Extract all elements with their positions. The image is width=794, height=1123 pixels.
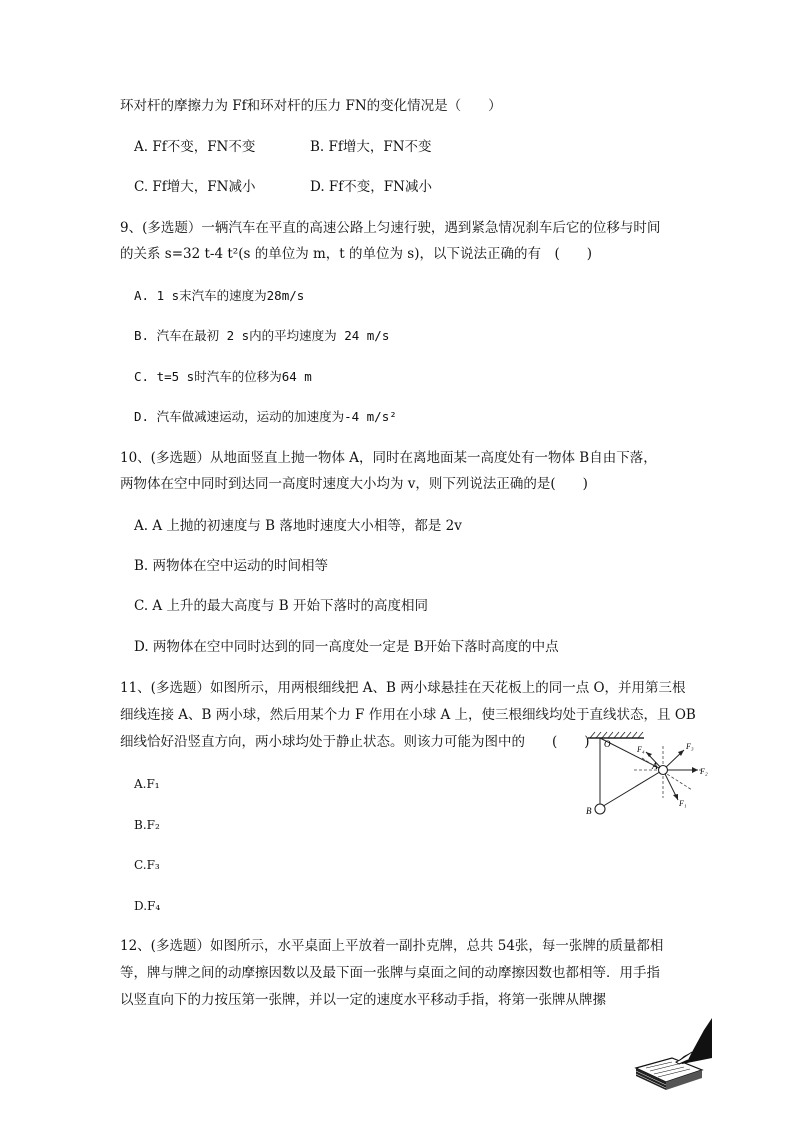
q11-force-diagram <box>582 728 712 820</box>
label-O: O <box>604 739 611 749</box>
q9-option-b: B. 汽车在最初 2 s内的平均速度为 24 m/s <box>134 328 390 343</box>
q9-stem-line1: 9、(多选题）一辆汽车在平直的高速公路上匀速行驶，遇到紧急情况刹车后它的位移与时间 <box>120 220 661 236</box>
q10-option-c: C. A 上升的最大高度与 B 开始下落时的高度相同 <box>134 598 428 614</box>
q9-option-a: A. 1 s末汽车的速度为28m/s <box>134 288 305 303</box>
q11-stem-line3: 细线恰好沿竖直方向，两小球均处于静止状态。则该力可能为图中的 ( ) <box>120 734 590 750</box>
q12-cards-figure <box>632 1018 712 1096</box>
q8-option-c: C. Ff增大，FN减小 <box>134 179 256 195</box>
q10-stem-line2: 两物体在空中同时到达同一高度时速度大小均为 v，则下列说法正确的是( ) <box>120 476 588 492</box>
q11-option-a: A.F₁ <box>134 777 160 791</box>
q11-option-d: D.F₄ <box>134 899 161 913</box>
q9-stem-line2: 的关系 s=32 t-4 t²(s 的单位为 m，t 的单位为 s)，以下说法正确的有 ( ) <box>120 246 593 262</box>
q12-stem-line2: 等，牌与牌之间的动摩擦因数以及最下面一张牌与桌面之间的动摩擦因数也都相等．用手指 <box>120 965 660 981</box>
q10-option-d: D. 两物体在空中同时达到的同一高度处一定是 B开始下落时高度的中点 <box>134 639 559 655</box>
q8-option-d: D. Ff不变，FN减小 <box>310 179 432 195</box>
q12-stem-line1: 12、(多选题）如图所示，水平桌面上平放着一副扑克牌，总共 54张，每一张牌的质量都相 <box>120 938 664 954</box>
label-B: B <box>586 806 592 816</box>
ceiling-hatching <box>590 732 643 738</box>
q9-option-c: C. t=5 s时汽车的位移为64 m <box>134 369 312 384</box>
hand <box>678 1018 712 1064</box>
label-A: A <box>652 761 658 771</box>
q9-option-d: D. 汽车做减速运动，运动的加速度为-4 m/s² <box>134 409 397 424</box>
q11-option-c: C.F₃ <box>134 858 160 872</box>
q8-stem: 环对杆的摩擦力为 Ff和环对杆的压力 FN的变化情况是（ ） <box>120 98 502 114</box>
q10-stem-line1: 10、(多选题）从地面竖直上抛一物体 A，同时在离地面某一高度处有一物体 B自由下落， <box>120 450 657 466</box>
ball-A <box>659 766 668 775</box>
label-F4: F₄ <box>637 745 645 754</box>
q8-option-a: A. Ff不变，FN不变 <box>134 139 256 155</box>
q11-option-b: B.F₂ <box>134 818 160 832</box>
label-F1: F₁ <box>679 799 687 808</box>
q11-stem-line2: 细线连接 A、B 两小球，然后用某个力 F 作用在小球 A 上，使三根细线均处于直线状态，且 OB <box>120 707 696 723</box>
q8-option-b: B. Ff增大，FN不变 <box>310 139 432 155</box>
q10-option-a: A. A 上抛的初速度与 B 落地时速度大小相等，都是 2v <box>134 518 462 534</box>
q11-stem-line1: 11、(多选题）如图所示，用两根细线把 A、B 两小球悬挂在天花板上的同一点 O，并用第三根 <box>120 680 686 696</box>
q12-stem-line3: 以竖直向下的力按压第一张牌，并以一定的速度水平移动手指，将第一张牌从牌摞 <box>120 992 606 1008</box>
label-F2: F₂ <box>700 767 708 776</box>
string-AB <box>600 770 663 808</box>
ball-B <box>595 804 605 814</box>
q10-option-b: B. 两物体在空中运动的时间相等 <box>134 558 329 574</box>
label-F3: F₃ <box>686 742 694 751</box>
